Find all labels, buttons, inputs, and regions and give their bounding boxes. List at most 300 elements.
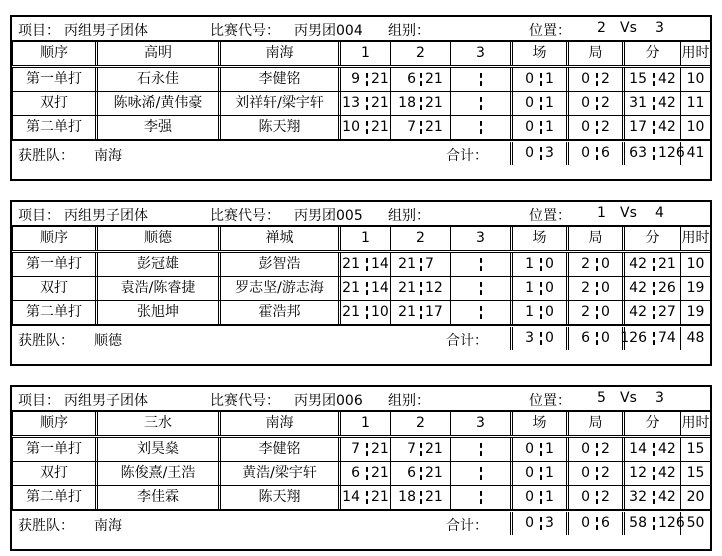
games-score-a: 2 <box>581 256 590 272</box>
score-separator <box>366 97 368 110</box>
games-score <box>566 68 622 91</box>
game2-score-a: 6 <box>407 71 416 87</box>
team-b-name: 禅城 <box>218 227 338 250</box>
time-used: 19 <box>680 301 710 324</box>
column-header-row <box>12 227 710 253</box>
score-separator <box>420 258 422 271</box>
game1-score-b: 10 <box>371 304 389 320</box>
game1-score-a: 13 <box>342 95 360 111</box>
time-used: 10 <box>680 253 710 276</box>
match-block <box>10 15 712 181</box>
total-separator <box>12 325 710 326</box>
game2-score-b: 21 <box>425 95 443 111</box>
player-team-a: 李强 <box>95 116 218 139</box>
score-separator <box>596 332 598 345</box>
player-team-b: 彭智浩 <box>218 253 338 276</box>
game2-score-b: 21 <box>425 465 443 481</box>
points-score-b: 42 <box>658 71 676 87</box>
game1-score-a: 21 <box>342 304 360 320</box>
game2-score <box>390 277 450 300</box>
table-row <box>12 486 710 510</box>
player-team-a: 陈俊熹/王浩 <box>95 462 218 485</box>
game1-header: 1 <box>338 227 390 250</box>
game3-score <box>450 438 510 461</box>
player-team-a: 陈咏浠/黄伟豪 <box>95 92 218 115</box>
column-header-row <box>12 42 710 68</box>
total-games-b: 6 <box>601 515 610 531</box>
total-label: 合计： <box>446 518 488 534</box>
score-separator <box>420 491 422 504</box>
game1-score-b: 14 <box>371 256 389 272</box>
total-row <box>12 142 710 165</box>
game2-score <box>390 301 450 324</box>
sets-score-a: 0 <box>525 71 534 87</box>
games-score-b: 0 <box>601 304 610 320</box>
score-separator <box>366 282 368 295</box>
games-score-b: 2 <box>601 95 610 111</box>
match-code: 丙男团006 <box>294 393 363 409</box>
player-team-b: 陈天翔 <box>218 116 338 139</box>
total-games-a: 0 <box>581 515 590 531</box>
total-time: 41 <box>680 142 710 165</box>
score-separator <box>480 282 482 295</box>
player-team-b: 刘祥轩/梁宇轩 <box>218 92 338 115</box>
player-team-b: 李健铭 <box>218 438 338 461</box>
game3-header: 3 <box>450 227 510 250</box>
sets-header: 场 <box>510 412 566 435</box>
sets-score <box>510 68 566 91</box>
game1-score-b: 21 <box>371 95 389 111</box>
points-score-a: 42 <box>629 304 647 320</box>
match-code: 丙男团004 <box>294 23 363 39</box>
sets-score-a: 0 <box>525 119 534 135</box>
game1-score-b: 21 <box>371 441 389 457</box>
games-score <box>566 92 622 115</box>
points-score-a: 14 <box>629 441 647 457</box>
total-points-b: 126 <box>658 515 685 531</box>
table-row <box>12 92 710 116</box>
score-separator <box>653 147 655 160</box>
total-sets <box>510 327 566 350</box>
total-separator <box>12 140 710 141</box>
sets-score-a: 0 <box>525 465 534 481</box>
table-row <box>12 438 710 462</box>
points-score-a: 15 <box>629 71 647 87</box>
game3-score <box>450 301 510 324</box>
points-score-b: 42 <box>658 465 676 481</box>
total-points-a: 126 <box>620 330 647 346</box>
total-sets-a: 0 <box>525 515 534 531</box>
time-used: 20 <box>680 486 710 509</box>
sets-score-b: 1 <box>545 465 554 481</box>
games-score <box>566 438 622 461</box>
games-score-b: 2 <box>601 119 610 135</box>
team-a-name: 高明 <box>95 42 218 65</box>
winner-label: 获胜队： <box>18 148 74 164</box>
score-separator <box>596 491 598 504</box>
sets-score <box>510 92 566 115</box>
match-block <box>10 200 712 366</box>
game2-score-a: 18 <box>398 489 416 505</box>
score-separator <box>596 97 598 110</box>
game2-score-b: 17 <box>425 304 443 320</box>
score-separator <box>480 97 482 110</box>
game2-score-b: 21 <box>425 119 443 135</box>
position-a: 1 <box>597 205 606 221</box>
order-header: 顺序 <box>12 42 95 65</box>
match-code-label: 比赛代号： <box>210 23 280 39</box>
points-score-a: 42 <box>629 280 647 296</box>
total-sets-b: 3 <box>545 145 554 161</box>
project-label: 项目： <box>18 208 60 224</box>
team-a-name: 顺德 <box>95 227 218 250</box>
game2-score <box>390 253 450 276</box>
sets-score-b: 1 <box>545 489 554 505</box>
game3-header: 3 <box>450 412 510 435</box>
game1-score-a: 9 <box>351 71 360 87</box>
games-score <box>566 253 622 276</box>
points-score-a: 31 <box>629 95 647 111</box>
game3-score <box>450 92 510 115</box>
total-games <box>566 142 622 165</box>
score-separator <box>653 467 655 480</box>
game2-score-b: 21 <box>425 71 443 87</box>
winner-team: 南海 <box>94 518 122 534</box>
points-score-b: 42 <box>658 119 676 135</box>
sets-score-b: 1 <box>545 71 554 87</box>
score-separator <box>540 306 542 319</box>
points-header: 分 <box>622 42 680 65</box>
game2-score-a: 21 <box>398 280 416 296</box>
match-block <box>10 385 712 551</box>
score-separator <box>596 258 598 271</box>
sets-header: 场 <box>510 227 566 250</box>
event-type: 第二单打 <box>12 116 95 139</box>
points-score-a: 32 <box>629 489 647 505</box>
points-score <box>622 301 680 324</box>
points-score-b: 42 <box>658 489 676 505</box>
event-type: 第一单打 <box>12 438 95 461</box>
total-sets-a: 0 <box>525 145 534 161</box>
game2-score <box>390 438 450 461</box>
game2-score <box>390 68 450 91</box>
winner-label: 获胜队： <box>18 333 74 349</box>
games-score-a: 0 <box>581 489 590 505</box>
game1-score <box>338 92 390 115</box>
score-separator <box>596 467 598 480</box>
match-header <box>12 387 710 412</box>
game2-score-b: 7 <box>425 256 434 272</box>
points-score <box>622 92 680 115</box>
time-used: 19 <box>680 277 710 300</box>
vs-label: Vs <box>620 20 637 36</box>
games-score-b: 0 <box>601 256 610 272</box>
time-used: 15 <box>680 462 710 485</box>
sets-score-b: 1 <box>545 119 554 135</box>
sets-score-a: 1 <box>525 256 534 272</box>
time-used: 11 <box>680 92 710 115</box>
sets-score-b: 1 <box>545 441 554 457</box>
points-score-b: 26 <box>658 280 676 296</box>
total-row <box>12 512 710 535</box>
sets-score-b: 1 <box>545 95 554 111</box>
games-header: 局 <box>566 227 622 250</box>
total-sets-b: 3 <box>545 515 554 531</box>
table-row <box>12 68 710 92</box>
total-sets <box>510 142 566 165</box>
score-separator <box>480 73 482 86</box>
points-score <box>622 116 680 139</box>
game1-score-b: 21 <box>371 489 389 505</box>
game3-score <box>450 68 510 91</box>
table-row <box>12 277 710 301</box>
game1-score <box>338 116 390 139</box>
game1-score-b: 21 <box>371 465 389 481</box>
position-b: 3 <box>655 20 664 36</box>
team-b-name: 南海 <box>218 412 338 435</box>
game2-score <box>390 116 450 139</box>
total-points <box>622 327 680 350</box>
time-used: 15 <box>680 438 710 461</box>
time-header: 用时 <box>680 42 710 65</box>
total-points <box>622 512 685 535</box>
game1-score-b: 14 <box>371 280 389 296</box>
score-separator <box>420 443 422 456</box>
player-team-a: 彭冠雄 <box>95 253 218 276</box>
score-separator <box>540 332 542 345</box>
sets-score-a: 1 <box>525 304 534 320</box>
points-score-a: 12 <box>629 465 647 481</box>
player-team-b: 黄浩/梁宇轩 <box>218 462 338 485</box>
game3-score <box>450 462 510 485</box>
score-separator <box>540 517 542 530</box>
score-separator <box>366 73 368 86</box>
sets-score-a: 1 <box>525 280 534 296</box>
player-team-b: 李健铭 <box>218 68 338 91</box>
match-header <box>12 17 710 42</box>
score-separator <box>480 258 482 271</box>
sets-score <box>510 253 566 276</box>
group-label: 组别： <box>388 208 430 224</box>
game1-score-a: 7 <box>351 441 360 457</box>
total-points <box>622 142 685 165</box>
game3-score <box>450 116 510 139</box>
sets-score-a: 0 <box>525 489 534 505</box>
game1-score-a: 21 <box>342 280 360 296</box>
score-separator <box>653 258 655 271</box>
score-separator <box>596 73 598 86</box>
score-separator <box>540 121 542 134</box>
column-header-row <box>12 412 710 438</box>
score-separator <box>653 517 655 530</box>
match-code-label: 比赛代号： <box>210 208 280 224</box>
player-team-b: 霍浩邦 <box>218 301 338 324</box>
total-points-b: 74 <box>658 330 676 346</box>
order-header: 顺序 <box>12 412 95 435</box>
sets-score-b: 0 <box>545 256 554 272</box>
games-score-b: 2 <box>601 441 610 457</box>
score-separator <box>653 332 655 345</box>
project-name: 丙组男子团体 <box>64 23 148 39</box>
score-separator <box>653 282 655 295</box>
total-games <box>566 327 622 350</box>
team-b-name: 南海 <box>218 42 338 65</box>
sets-score <box>510 301 566 324</box>
score-separator <box>596 517 598 530</box>
game3-header: 3 <box>450 42 510 65</box>
score-separator <box>653 73 655 86</box>
games-score-b: 2 <box>601 489 610 505</box>
score-separator <box>540 467 542 480</box>
table-row <box>12 116 710 140</box>
points-score-b: 42 <box>658 441 676 457</box>
event-type: 第一单打 <box>12 68 95 91</box>
game3-score <box>450 253 510 276</box>
game1-score <box>338 277 390 300</box>
game1-score-b: 21 <box>371 119 389 135</box>
score-separator <box>420 73 422 86</box>
position-label: 位置： <box>529 393 571 409</box>
sets-header: 场 <box>510 42 566 65</box>
games-score-b: 0 <box>601 280 610 296</box>
game2-score <box>390 92 450 115</box>
game2-score-a: 21 <box>398 304 416 320</box>
score-separator <box>653 491 655 504</box>
total-games-b: 6 <box>601 145 610 161</box>
score-separator <box>480 467 482 480</box>
points-score <box>622 68 680 91</box>
score-separator <box>366 258 368 271</box>
game2-score <box>390 462 450 485</box>
score-separator <box>480 121 482 134</box>
score-separator <box>653 443 655 456</box>
player-team-b: 罗志坚/游志海 <box>218 277 338 300</box>
game1-score <box>338 462 390 485</box>
game1-score-a: 6 <box>351 465 360 481</box>
team-a-name: 三水 <box>95 412 218 435</box>
score-separator <box>540 258 542 271</box>
group-label: 组别： <box>388 23 430 39</box>
project-label: 项目： <box>18 23 60 39</box>
event-type: 第二单打 <box>12 301 95 324</box>
project-label: 项目： <box>18 393 60 409</box>
player-team-a: 张旭坤 <box>95 301 218 324</box>
score-separator <box>366 443 368 456</box>
game1-header: 1 <box>338 42 390 65</box>
event-type: 第一单打 <box>12 253 95 276</box>
match-code-label: 比赛代号： <box>210 393 280 409</box>
points-header: 分 <box>622 412 680 435</box>
time-used: 10 <box>680 68 710 91</box>
points-score <box>622 277 680 300</box>
games-score-a: 0 <box>581 119 590 135</box>
match-code: 丙男团005 <box>294 208 363 224</box>
game1-score-a: 21 <box>342 256 360 272</box>
games-score-b: 2 <box>601 71 610 87</box>
sets-score-a: 0 <box>525 441 534 457</box>
score-separator <box>420 121 422 134</box>
sets-score <box>510 116 566 139</box>
winner-team: 顺德 <box>94 333 122 349</box>
sets-score-a: 0 <box>525 95 534 111</box>
position-b: 3 <box>655 390 664 406</box>
total-games-b: 0 <box>601 330 610 346</box>
position-label: 位置： <box>529 208 571 224</box>
game1-score <box>338 438 390 461</box>
points-score <box>622 486 680 509</box>
points-score-b: 27 <box>658 304 676 320</box>
score-separator <box>596 443 598 456</box>
player-team-a: 袁浩/陈睿捷 <box>95 277 218 300</box>
player-team-a: 石永佳 <box>95 68 218 91</box>
score-separator <box>596 306 598 319</box>
games-score <box>566 486 622 509</box>
sets-score <box>510 277 566 300</box>
games-header: 局 <box>566 42 622 65</box>
game2-score-a: 21 <box>398 256 416 272</box>
sets-score-b: 0 <box>545 280 554 296</box>
games-score-a: 0 <box>581 441 590 457</box>
total-sets-a: 3 <box>525 330 534 346</box>
table-row <box>12 462 710 486</box>
score-separator <box>480 443 482 456</box>
game1-score <box>338 68 390 91</box>
match-header <box>12 202 710 227</box>
position-a: 5 <box>597 390 606 406</box>
score-separator <box>420 306 422 319</box>
games-header: 局 <box>566 412 622 435</box>
total-points-b: 126 <box>658 145 685 161</box>
position-label: 位置： <box>529 23 571 39</box>
score-separator <box>420 467 422 480</box>
game2-score-b: 21 <box>425 441 443 457</box>
winner-team: 南海 <box>94 148 122 164</box>
game1-score <box>338 301 390 324</box>
project-name: 丙组男子团体 <box>64 393 148 409</box>
games-score <box>566 116 622 139</box>
total-sets-b: 0 <box>545 330 554 346</box>
sets-score <box>510 462 566 485</box>
vs-label: Vs <box>620 390 637 406</box>
position-b: 4 <box>655 205 664 221</box>
points-score-a: 17 <box>629 119 647 135</box>
points-score-b: 21 <box>658 256 676 272</box>
sets-score <box>510 438 566 461</box>
table-row <box>12 301 710 325</box>
game2-score-a: 6 <box>407 465 416 481</box>
score-separator <box>366 121 368 134</box>
player-team-b: 陈天翔 <box>218 486 338 509</box>
games-score <box>566 462 622 485</box>
games-score <box>566 277 622 300</box>
total-games-a: 6 <box>581 330 590 346</box>
game2-score-a: 7 <box>407 441 416 457</box>
score-separator <box>480 491 482 504</box>
game1-score <box>338 253 390 276</box>
position-a: 2 <box>597 20 606 36</box>
time-used: 10 <box>680 116 710 139</box>
score-separator <box>653 306 655 319</box>
vs-label: Vs <box>620 205 637 221</box>
score-separator <box>653 121 655 134</box>
game2-score-a: 18 <box>398 95 416 111</box>
time-header: 用时 <box>680 412 710 435</box>
points-score <box>622 462 680 485</box>
score-separator <box>480 306 482 319</box>
sets-score <box>510 486 566 509</box>
total-separator <box>12 510 710 511</box>
games-score-a: 0 <box>581 465 590 481</box>
